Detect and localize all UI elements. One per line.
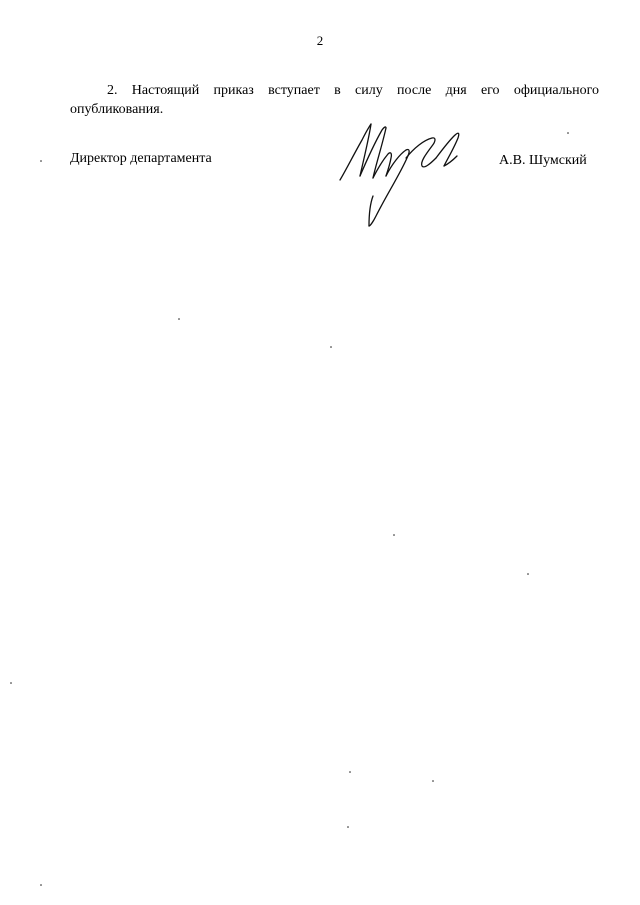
scan-speck [10,682,12,684]
scan-speck [347,826,349,828]
paragraph-line-2: опубликования. [70,102,164,117]
scan-speck [40,160,42,162]
order-paragraph [70,81,599,119]
scan-speck [40,884,42,886]
scan-speck [330,346,332,348]
signatory-name: А.В. Шумский [499,153,587,168]
page-number: 2 [316,33,324,48]
signatory-position: Директор департамента [70,151,212,166]
scan-speck [527,573,529,575]
scan-speck [567,132,569,134]
scan-speck [178,318,180,320]
handwritten-signature [336,118,462,230]
scan-speck [393,534,395,536]
scan-speck [432,780,434,782]
paragraph-line-1: 2. Настоящий приказ вступает в силу после дня его официального [107,83,599,98]
scan-speck [349,771,351,773]
